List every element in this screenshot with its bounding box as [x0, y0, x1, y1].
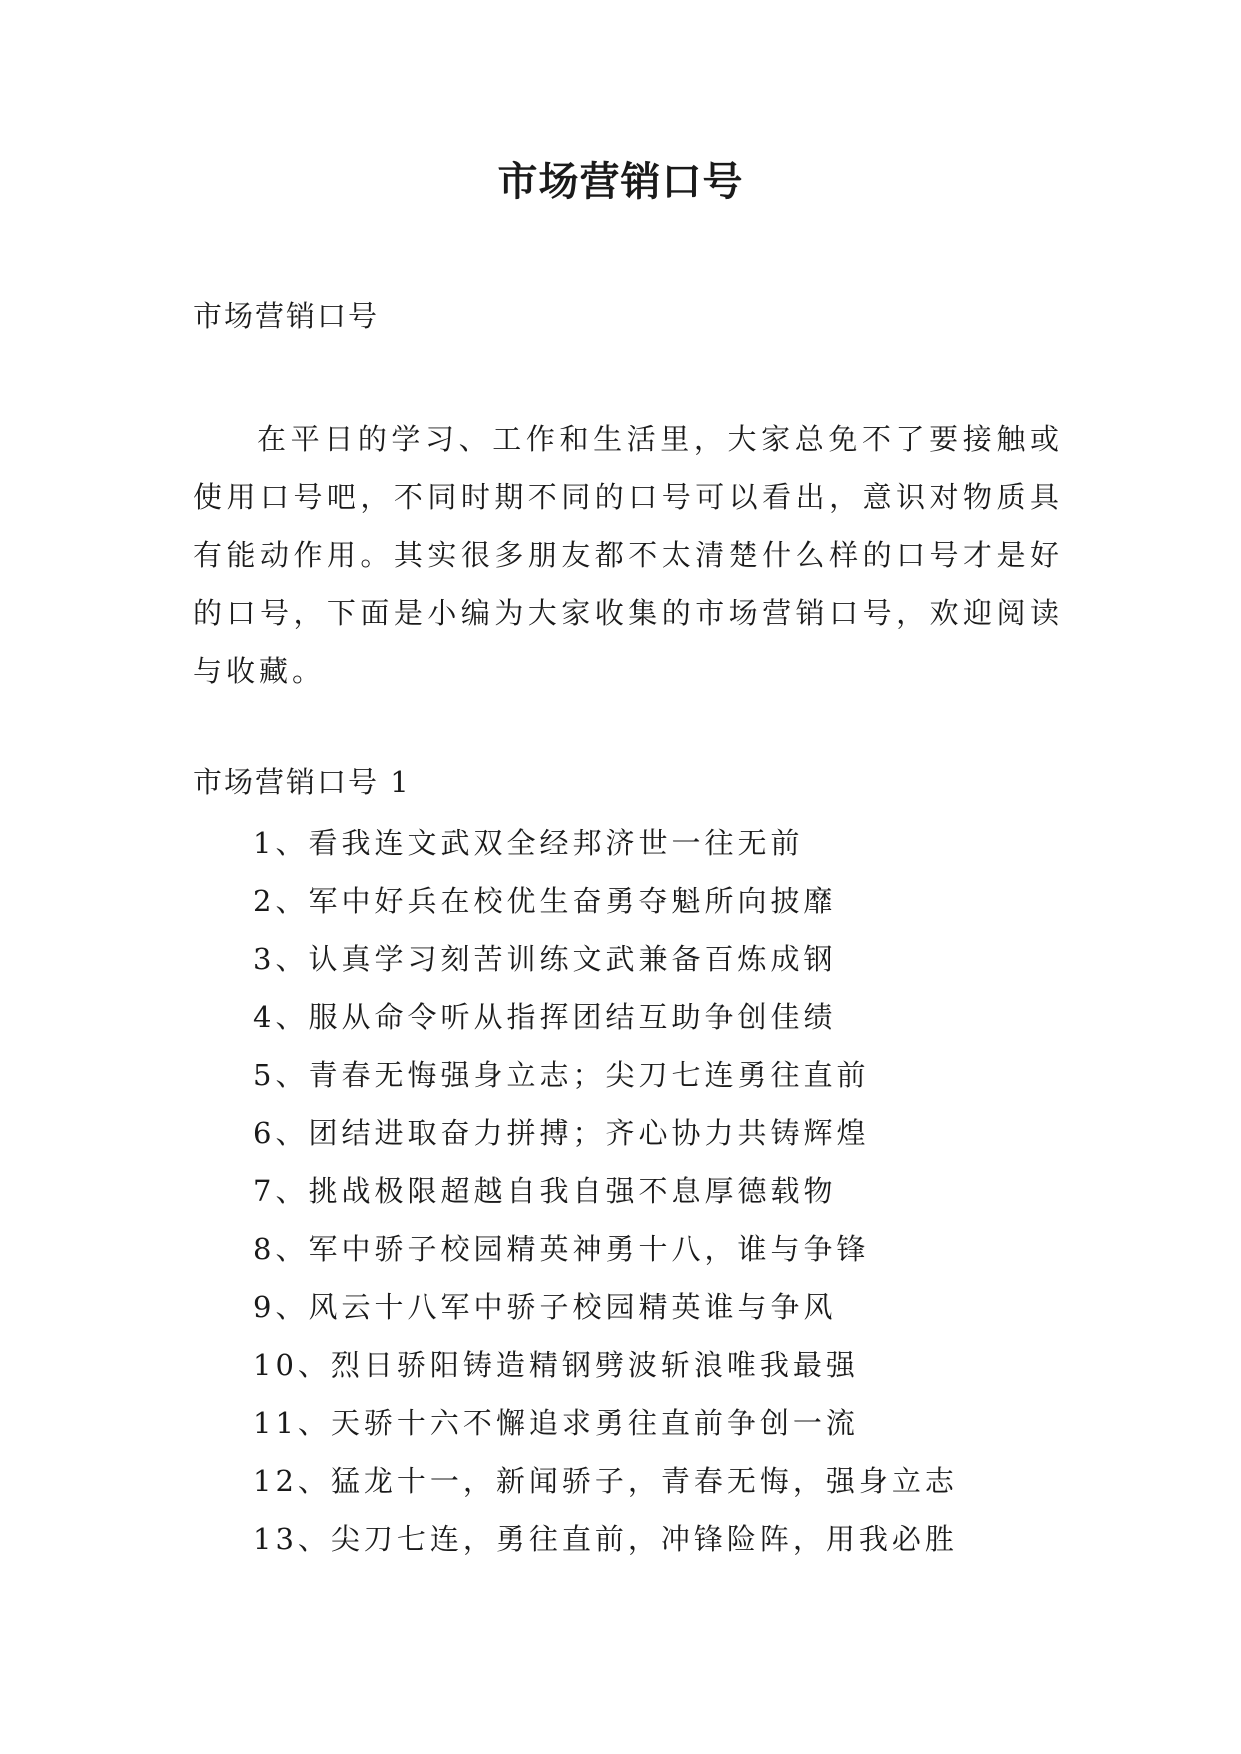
list-item: 11、天骄十六不懈追求勇往直前争创一流 — [253, 1406, 859, 1440]
list-item: 5、青春无悔强身立志；尖刀七连勇往直前 — [253, 1058, 870, 1092]
list-item: 7、挑战极限超越自我自强不息厚德载物 — [253, 1174, 837, 1208]
list-item: 9、风云十八军中骄子校园精英谁与争风 — [253, 1290, 837, 1324]
list-item: 2、军中好兵在校优生奋勇夺魁所向披靡 — [253, 884, 837, 918]
document-subtitle: 市场营销口号 — [193, 299, 380, 333]
list-item: 3、认真学习刻苦训练文武兼备百炼成钢 — [253, 942, 837, 976]
page-title: 市场营销口号 — [497, 158, 744, 205]
intro-paragraph: 在平日的学习、工作和生活里，大家总免不了要接触或使用口号吧，不同时期不同的口号可以看出，意识对物质具有能动作用。其实很多朋友都不太清楚什么样的口号才是好的口号，下面是小编为大家收集的市场营销口号，欢迎阅读与收藏。 — [193, 422, 1063, 688]
list-item: 6、团结进取奋力拼搏；齐心协力共铸辉煌 — [253, 1116, 870, 1150]
list-item: 12、猛龙十一，新闻骄子，青春无悔，强身立志 — [253, 1464, 958, 1498]
list-item: 10、烈日骄阳铸造精钢劈波斩浪唯我最强 — [253, 1348, 859, 1382]
list-item: 13、尖刀七连，勇往直前，冲锋险阵，用我必胜 — [253, 1522, 958, 1556]
slogan-list — [253, 814, 958, 1568]
list-item: 4、服从命令听从指挥团结互助争创佳绩 — [253, 1000, 837, 1034]
list-item: 8、军中骄子校园精英神勇十八，谁与争锋 — [253, 1232, 870, 1266]
list-item: 1、看我连文武双全经邦济世一往无前 — [253, 826, 804, 860]
section-heading: 市场营销口号 1 — [193, 765, 411, 799]
